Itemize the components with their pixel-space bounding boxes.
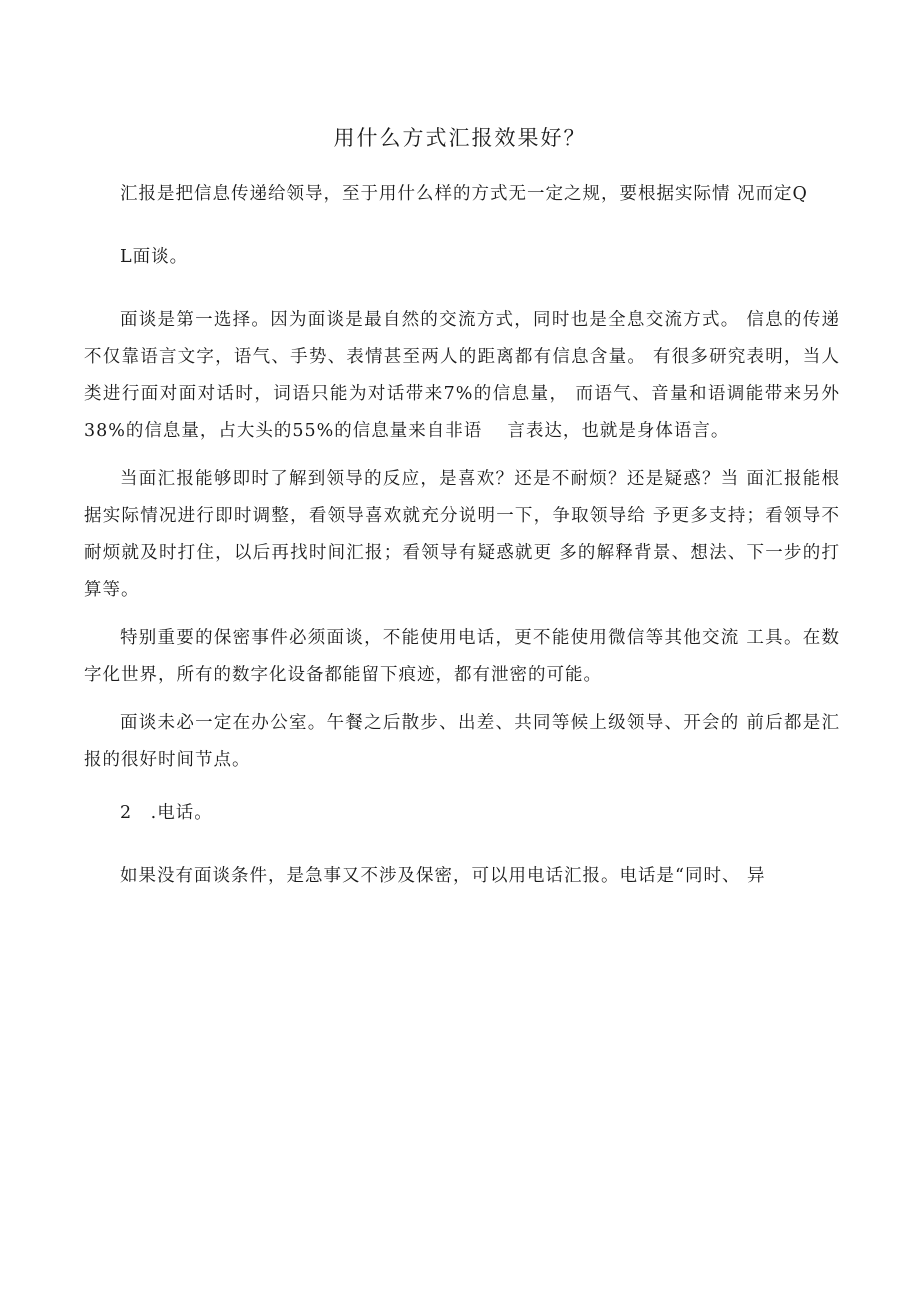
document-title: 用什么方式汇报效果好？	[333, 126, 587, 150]
section-heading-phone: 2 .电话。	[120, 803, 213, 823]
paragraph-face-to-face-reaction: 当面汇报能够即时了解到领导的反应，是喜欢？还是不耐烦？还是疑惑？当 面汇报能根据实际情况进行即时调整，看领导喜欢就充分说明一下，争取领导给 予更多支持；看领导不耐烦就及时打住，以后再找时间汇报；看领导有疑惑就更 多的解释背景、想法、下一步的打算等。	[84, 469, 840, 600]
paragraph-location: 面谈未必一定在办公室。午餐之后散步、出差、共同等候上级领导、开会的 前后都是汇报的很好时间节点。	[84, 713, 840, 770]
paragraph-face-to-face-first-choice: 面谈是第一选择。因为面谈是最自然的交流方式，同时也是全息交流方式。 信息的传递不仅靠语言文字，语气、手势、表情甚至两人的距离都有信息含量。 有很多研究表明，当人类进行面对面对话时，词语只能为对话带来7%的信息量， 而语气、音量和语调能带来另外38%的信息量，占大头的55%的信息量来自非语 言表达，也就是身体语言。	[84, 310, 840, 441]
paragraph-phone: 如果没有面谈条件，是急事又不涉及保密，可以用电话汇报。电话是“同时、 异	[120, 866, 766, 886]
paragraph-confidential: 特别重要的保密事件必须面谈，不能使用电话，更不能使用微信等其他交流 工具。在数字化世界，所有的数字化设备都能留下痕迹，都有泄密的可能。	[84, 628, 840, 685]
section-heading-face-to-face: L面谈。	[120, 247, 189, 267]
document-body	[84, 176, 840, 906]
paragraph-intro: 汇报是把信息传递给领导，至于用什么样的方式无一定之规，要根据实际情 况而定Q	[120, 184, 808, 204]
